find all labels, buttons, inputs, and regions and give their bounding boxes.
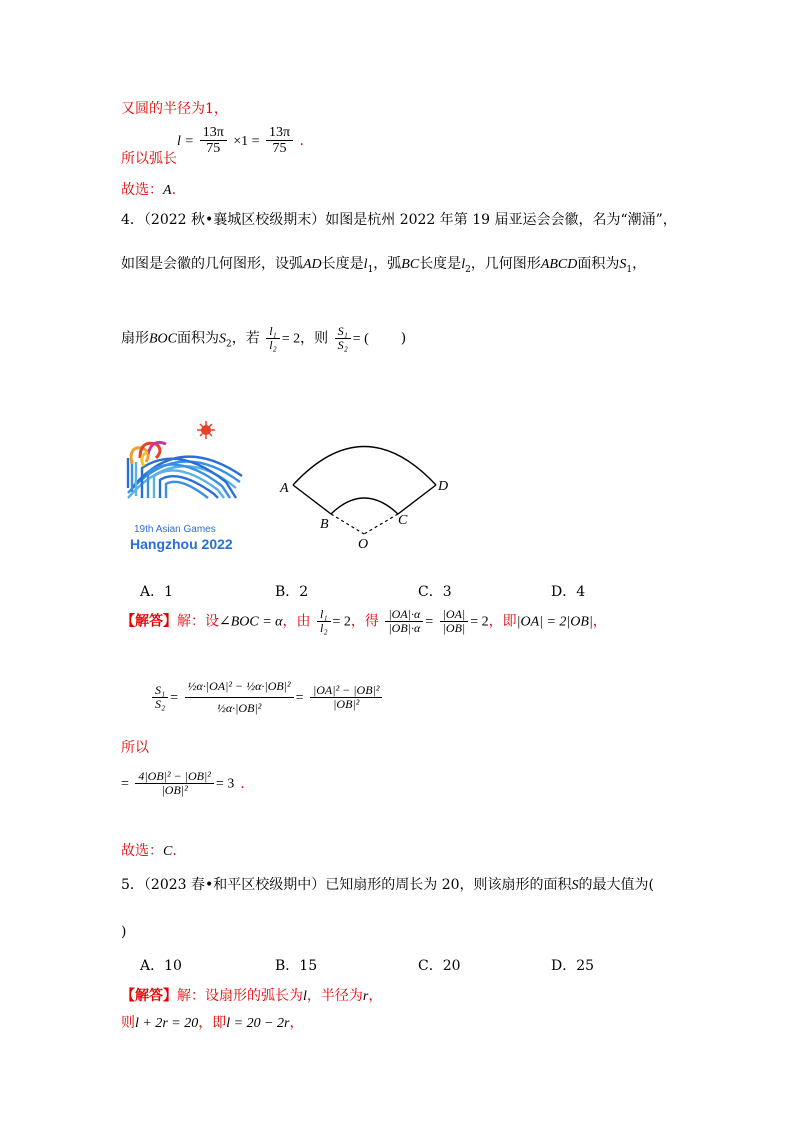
logo-waves	[128, 457, 242, 498]
q4-q-close: )	[400, 330, 407, 347]
q4-sol-final-prefix: =	[121, 776, 129, 792]
q4-sol-cond-frac	[317, 608, 331, 635]
q4-sol-ratio-frac	[152, 684, 168, 711]
label-O: O	[358, 537, 369, 550]
q5-l1-a: 5．（2023 春•和平区校级期中）已知扇形的周长为 20，则该扇形的面积	[121, 877, 572, 893]
q4-sol-oa-rel: |OA| = 2|OB|	[516, 614, 593, 630]
q4-q-num: S₁	[335, 325, 351, 339]
q4-sol-cond-den: l₂	[319, 621, 328, 636]
q4-cond-num: l₁	[266, 325, 280, 339]
q4-l2-b: 长度是	[321, 256, 364, 272]
q4-l3-b: 面积为	[177, 330, 219, 347]
q4-sol-final-num: 4|OB|² − |OB|²	[135, 770, 213, 784]
q4-cond-frac	[266, 325, 280, 352]
q4-sol-r2-den: |OB|	[442, 621, 466, 636]
q4-sol-big-frac	[185, 680, 294, 715]
q5-line1	[121, 874, 654, 894]
prev-answer-letter: A	[163, 183, 172, 198]
segment-BO	[331, 514, 364, 534]
q4-l2-e: ，几何图形	[470, 256, 541, 272]
sector-figure	[276, 420, 456, 550]
q4-sol-so: 所以	[121, 740, 149, 756]
q4-l2-AD: AD	[303, 257, 322, 272]
q4-sol-r2-num: |OA|	[440, 608, 469, 622]
q4-sol-final-den: |OB|²	[161, 783, 188, 798]
label-B: B	[320, 517, 329, 532]
q4-answer-letter: C	[163, 844, 173, 859]
q5-sol-r: r	[362, 989, 369, 1004]
label-A: A	[280, 481, 289, 496]
segment-AB	[293, 485, 331, 514]
q5-l1-b: 的最大值为(	[578, 877, 654, 893]
q4-option-c[interactable]: C．3	[418, 584, 452, 600]
logo-text-line1: 19th Asian Games	[134, 524, 216, 535]
q4-sol-res-frac	[310, 684, 382, 711]
arc-den-1: 75	[206, 141, 221, 157]
q4-q-frac	[335, 325, 351, 352]
q4-l2-g: ，	[632, 256, 647, 272]
q5-option-a[interactable]: A．10	[140, 958, 182, 974]
label-D: D	[438, 479, 449, 494]
q5-l1-S: S	[571, 878, 579, 893]
q5-solution-line2	[121, 1012, 303, 1032]
q4-solution-ratio	[150, 680, 384, 715]
q5-sol-eq2: l = 20 − 2r	[226, 1016, 290, 1031]
q5-sol-tag: 【解答】	[121, 988, 177, 1004]
q4-solution-line1	[121, 608, 607, 635]
q4-l3-c: ，若	[231, 330, 260, 347]
q4-sol-eq-2: =	[295, 690, 304, 706]
q4-answer-end: .	[172, 843, 177, 859]
arc-num-2: 13π	[266, 125, 293, 141]
q4-sol-ratio-den: S₂	[155, 697, 166, 712]
q4-option-b[interactable]: B．2	[275, 584, 309, 600]
q4-sol-final-eq: = 3	[215, 776, 235, 792]
q4-l2-c: ，弧	[373, 256, 402, 272]
q4-sol-ratio-num: S₁	[152, 684, 168, 698]
q4-sol-r1-num: |OA|·α	[385, 608, 423, 622]
q4-sol-final-frac	[135, 770, 213, 797]
q4-line1: 4．（2022 秋•襄城区校级期末）如图是杭州 2022 年第 19 届亚运会会徽，名为“潮涌”，	[121, 212, 677, 228]
q4-solution-final	[121, 770, 245, 797]
q5-sol-mid: ，半径为	[306, 988, 363, 1004]
q5-sol-then: 则	[121, 1015, 135, 1031]
radius-line: 又圆的半径为1，	[121, 101, 228, 117]
q5-sol-end2: ，	[289, 1015, 304, 1031]
q4-sol-eq-1: =	[170, 690, 179, 706]
q4-l3-S2: S	[219, 331, 226, 347]
q4-sol-r-eq2: = 2	[470, 614, 489, 630]
q4-l3-BOC: BOC	[149, 331, 177, 347]
q4-l2-l1: l	[363, 257, 368, 272]
q5-solution-line1	[121, 985, 382, 1005]
q4-l2-a: 如图是会徽的几何图形，设弧	[121, 256, 303, 272]
q4-sol-res-den: |OB|²	[333, 697, 360, 712]
prev-answer-prefix: 故选：	[121, 182, 163, 198]
q4-sol-res-num: |OA|² − |OB|²	[310, 684, 382, 698]
prev-answer-end: .	[171, 182, 177, 198]
q5-line2: )	[121, 924, 127, 940]
q4-sol-angle: ∠BOC = α	[219, 614, 283, 630]
q5-sol-eq1: l + 2r = 20	[135, 1016, 199, 1031]
arc-formula	[177, 125, 304, 157]
q4-l2-f: 面积为	[577, 256, 620, 272]
q4-cond-den: l₂	[269, 338, 277, 353]
logo-graphic	[118, 418, 248, 558]
q4-l2-BC: BC	[401, 257, 420, 272]
label-C: C	[398, 513, 408, 528]
q5-option-c[interactable]: C．20	[418, 958, 461, 974]
q4-l3-d: ，则	[300, 330, 329, 347]
q4-l2-S1: S	[619, 257, 627, 272]
q5-sol-ie: ，即	[198, 1015, 227, 1031]
prev-answer	[121, 179, 176, 199]
q4-cond-eq: = 2	[281, 331, 301, 347]
q4-sol-r1-frac	[385, 608, 423, 635]
sector-diagram	[276, 420, 456, 550]
asian-games-logo	[118, 418, 248, 558]
q5-option-d[interactable]: D．25	[551, 958, 595, 974]
arc-frac-2	[266, 125, 293, 157]
q4-sol-end: ，	[592, 613, 607, 630]
q4-sol-r-eq: =	[425, 614, 434, 630]
q5-option-b[interactable]: B．15	[275, 958, 318, 974]
q4-sol-comma1: ，由	[282, 613, 311, 630]
q4-sol-final-dot: .	[240, 775, 245, 792]
q4-l3-a: 扇形	[121, 330, 149, 347]
q4-l2-d: 长度是	[419, 256, 462, 272]
q4-answer-prefix: 故选：	[121, 843, 163, 859]
logo-text-line2: Hangzhou 2022	[130, 536, 233, 552]
q4-sol-cond-eq: = 2	[332, 614, 351, 630]
q4-option-d[interactable]: D．4	[551, 584, 586, 600]
q4-sol-get: ，得	[350, 613, 379, 630]
arc-AD	[293, 447, 436, 486]
q5-sol-intro: 解：设扇形的弧长为	[177, 988, 303, 1004]
segment-CO	[364, 514, 398, 534]
q4-answer	[121, 840, 177, 860]
segment-DC	[398, 485, 436, 514]
arc-prefix: 所以弧长	[121, 151, 177, 167]
arc-BC	[331, 498, 398, 514]
q5-sol-end: ，	[368, 988, 383, 1004]
q4-q-eq: = (	[352, 331, 369, 347]
arc-end: .	[299, 132, 304, 149]
q4-q-den: S₂	[337, 338, 348, 353]
q5-sol-l: l	[303, 989, 307, 1004]
q4-sol-r1-den: |OB|·α	[388, 621, 421, 636]
q4-sol-r2-frac	[440, 608, 469, 635]
arc-frac-1	[200, 125, 227, 157]
q4-line3: 扇形BOC面积为$S_2$，若 $\frac{\text{l₁}}{\text{l₂}}$ = 2，则 $\frac{\text{S₁}}{\text{S₂}}$ = ( )	[121, 324, 407, 353]
q4-sol-big-num: ½α·|OA|² − ½α·|OB|²	[185, 680, 294, 698]
q4-sol-intro: 解：设	[177, 613, 219, 630]
arc-l: l	[177, 133, 181, 149]
q4-sol-tag: 【解答】	[121, 613, 177, 630]
q4-option-a[interactable]: A．1	[140, 584, 174, 600]
arc-times: ×1 =	[233, 133, 260, 149]
q4-sol-ie: ，即	[488, 613, 517, 630]
logo-sun-rays	[197, 421, 215, 439]
arc-num-1: 13π	[200, 125, 227, 141]
q4-sol-cond-num: l₁	[317, 608, 331, 622]
q4-sol-big-den: ½α·|OB|²	[216, 701, 262, 716]
q4-l2-ABCD: ABCD	[540, 257, 578, 272]
q4-l2-l2: l	[461, 257, 466, 272]
arc-den-2: 75	[272, 141, 287, 157]
q4-line2: 如图是会徽的几何图形，设弧AD长度是$l_1$，弧BC长度是$l_2$，几何图形ABCD面积为$S_1$，	[121, 256, 647, 275]
arc-eq: =	[185, 133, 194, 149]
